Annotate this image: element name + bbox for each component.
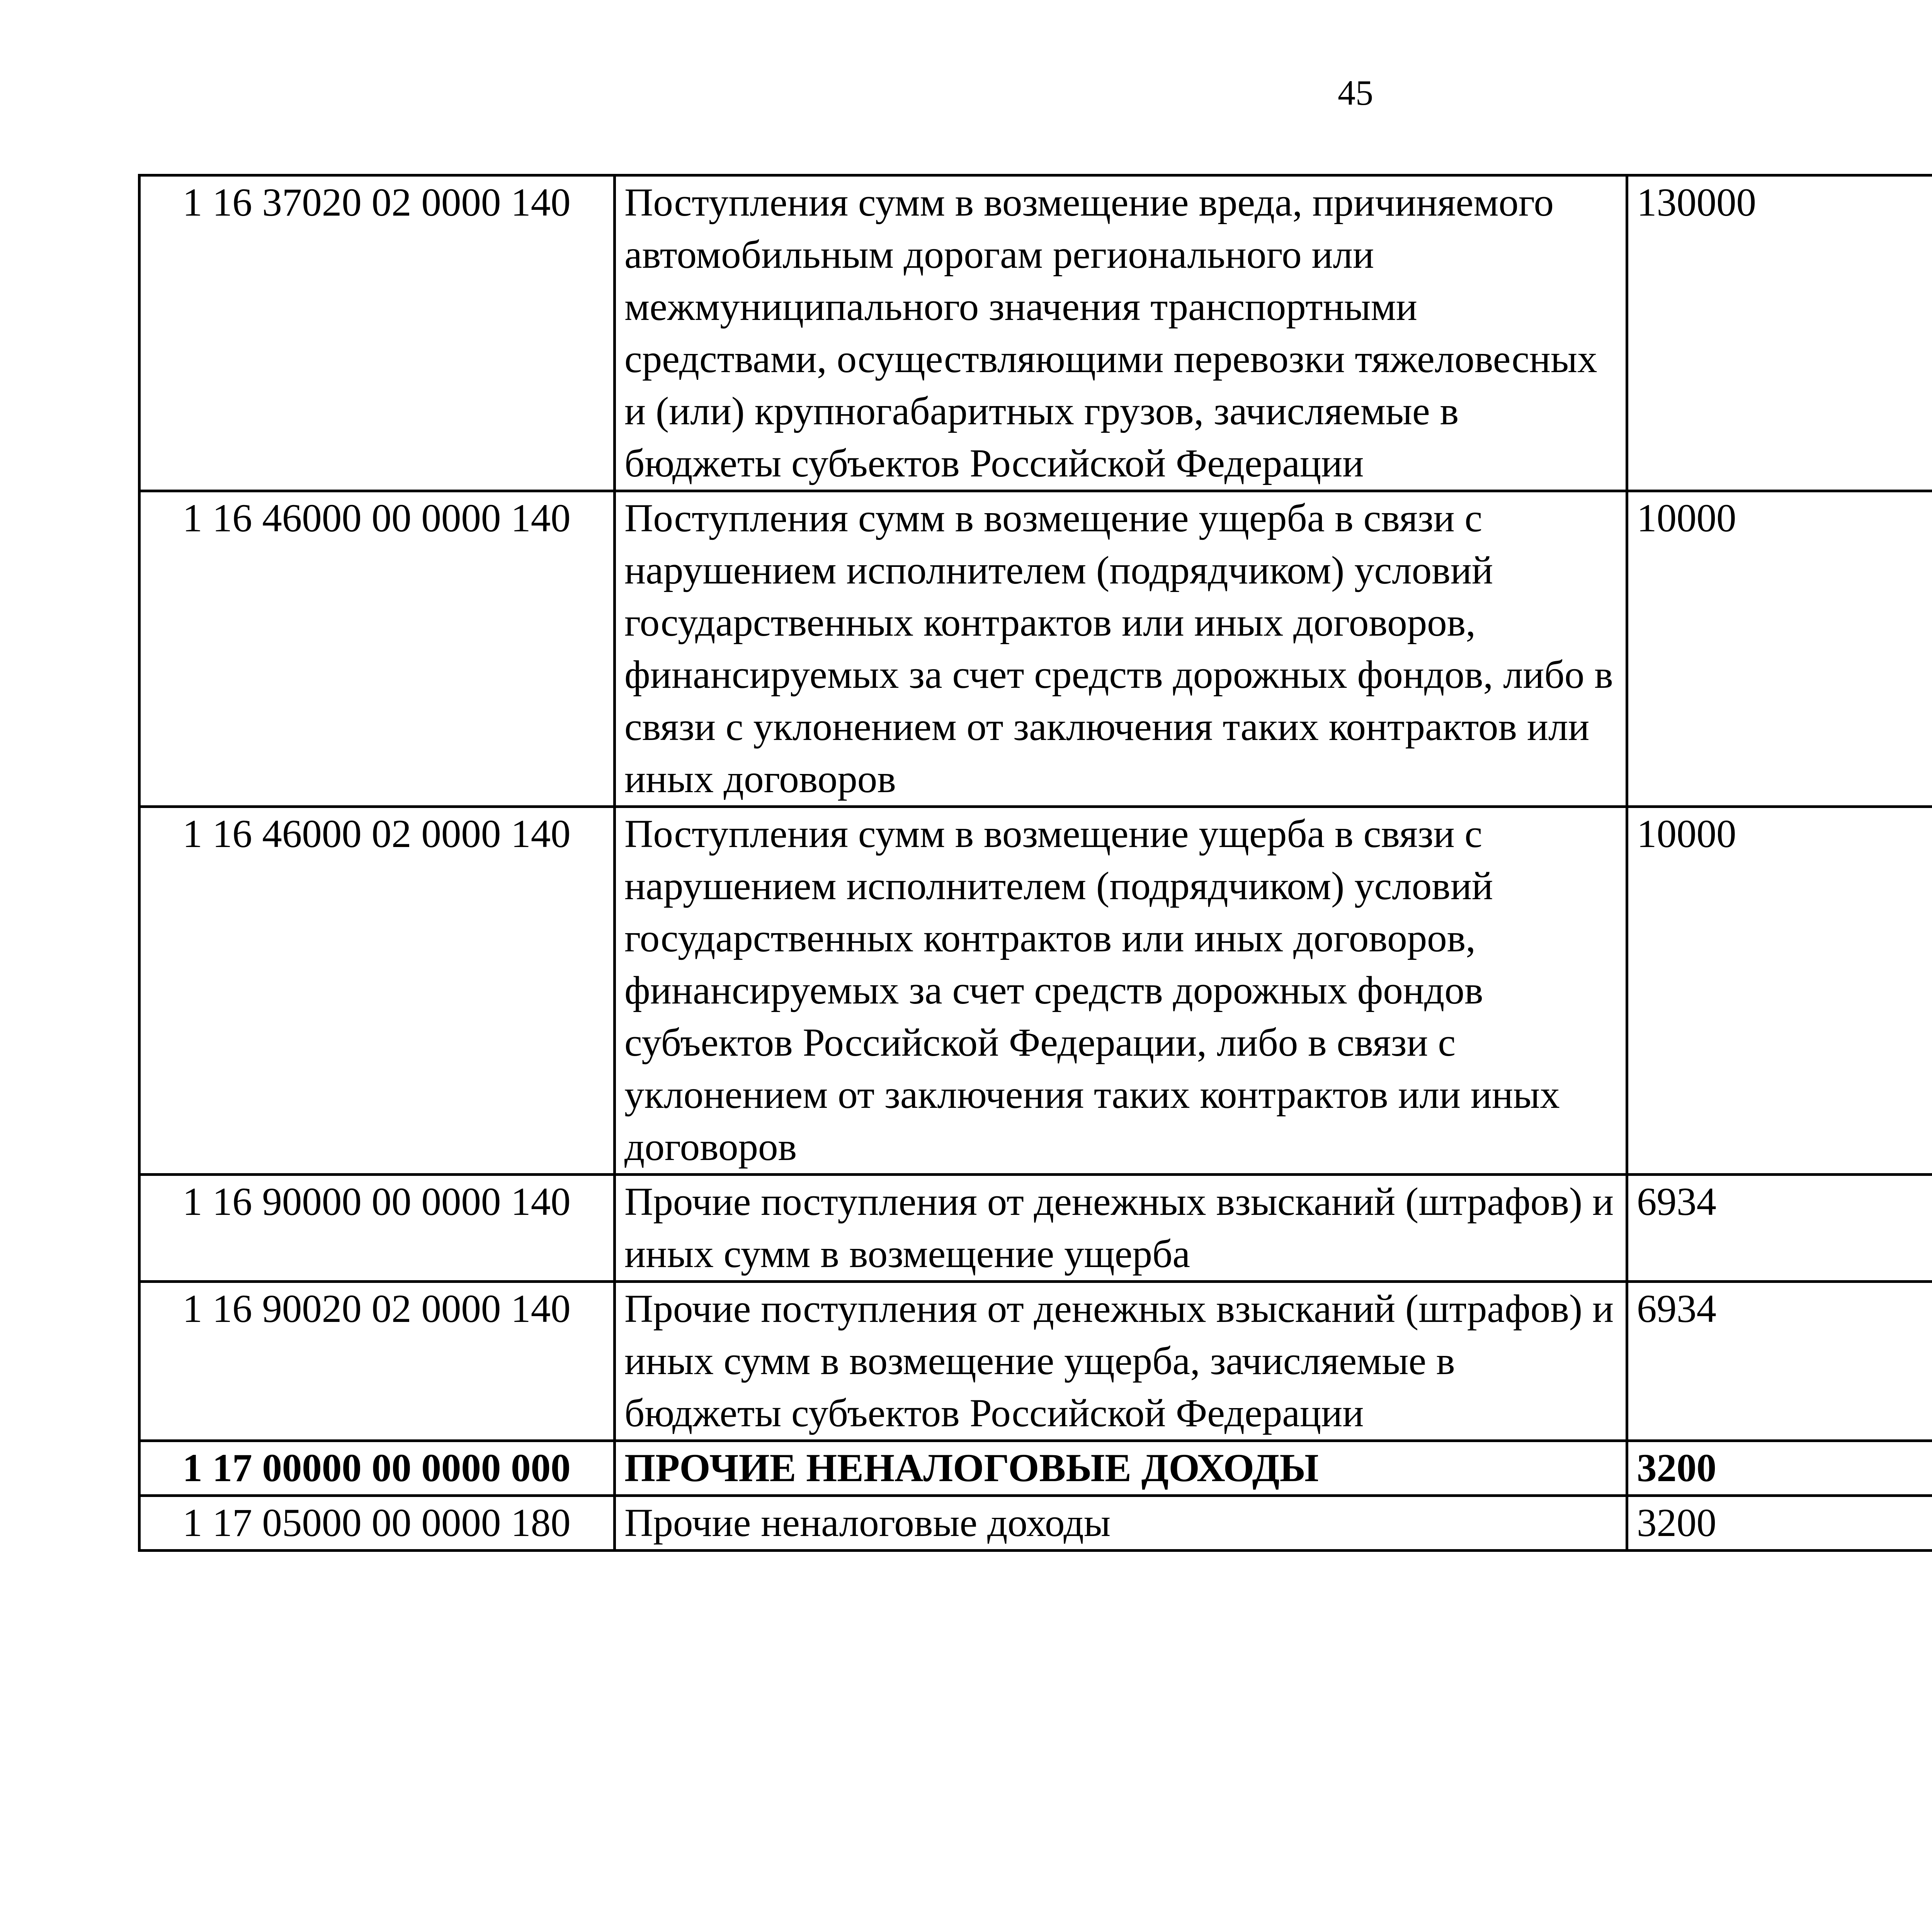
budget-code: 1 17 05000 00 0000 180: [139, 1496, 615, 1551]
revenue-description: Прочие поступления от денежных взысканий (штрафов) и иных сумм в возмещение ущерба, зачисляемые в бюджеты субъектов Российской Федерации: [615, 1282, 1627, 1441]
amount-year-1: 130000: [1627, 175, 1932, 491]
revenue-description: Поступления сумм в возмещение ущерба в связи с нарушением исполнителем (подрядчиком) условий государственных контрактов или иных договоров, финансируемых за счет средств дорожных фондов, либо в связи с уклонением от заключения таких контрактов или иных договоров: [615, 491, 1627, 807]
table-row: [139, 491, 1932, 807]
budget-code: 1 16 46000 00 0000 140: [139, 491, 615, 807]
budget-code: 1 17 00000 00 0000 000: [139, 1441, 615, 1496]
revenue-description: Поступления сумм в возмещение вреда, причиняемого автомобильным дорогам регионального или межмуниципального значения транспортными средствами, осуществляющими перевозки тяжеловесных и (или) крупногабаритных грузов, зачисляемые в бюджеты субъектов Российской Федерации: [615, 175, 1627, 491]
amount-year-1: 6934: [1627, 1282, 1932, 1441]
budget-code: 1 16 90020 02 0000 140: [139, 1282, 615, 1441]
amount-year-1: 3200: [1627, 1496, 1932, 1551]
revenue-description: Прочие неналоговые доходы: [615, 1496, 1627, 1551]
page-number: 45: [1338, 73, 1373, 112]
amount-year-1: 6934: [1627, 1175, 1932, 1282]
amount-year-1: 10000: [1627, 491, 1932, 807]
table-row: [139, 175, 1932, 491]
budget-code: 1 16 46000 02 0000 140: [139, 807, 615, 1175]
table-row: [139, 1175, 1932, 1282]
table-row-total: [139, 1441, 1932, 1496]
budget-code: 1 16 90000 00 0000 140: [139, 1175, 615, 1282]
revenue-description: ПРОЧИЕ НЕНАЛОГОВЫЕ ДОХОДЫ: [615, 1441, 1627, 1496]
table-row: [139, 1496, 1932, 1551]
table-row: [139, 1282, 1932, 1441]
budget-code: 1 16 37020 02 0000 140: [139, 175, 615, 491]
revenue-table: [138, 174, 1932, 1552]
amount-year-1: 10000: [1627, 807, 1932, 1175]
revenue-description: Прочие поступления от денежных взысканий (штрафов) и иных сумм в возмещение ущерба: [615, 1175, 1627, 1282]
revenue-description: Поступления сумм в возмещение ущерба в связи с нарушением исполнителем (подрядчиком) условий государственных контрактов или иных договоров, финансируемых за счет средств дорожных фондов субъектов Российской Федерации, либо в связи с уклонением от заключения таких контрактов или иных договоров: [615, 807, 1627, 1175]
table-row: [139, 807, 1932, 1175]
amount-year-1: 3200: [1627, 1441, 1932, 1496]
